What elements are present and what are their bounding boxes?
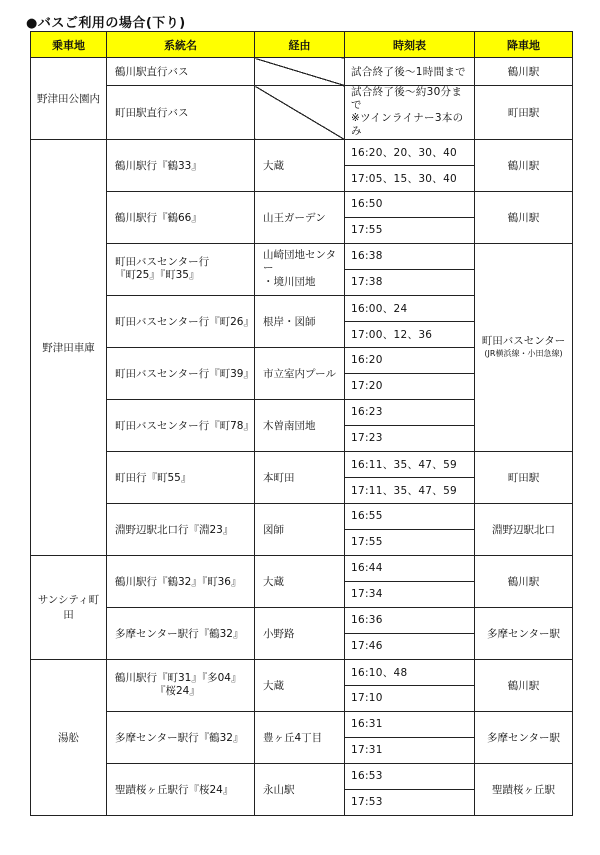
timetable-cell: 17:55: [345, 217, 475, 243]
table-row: [31, 243, 573, 269]
alighting-stop: 鶴川駅: [475, 139, 573, 191]
boarding-stop: 野津田車庫: [31, 139, 107, 555]
table-row: [31, 607, 573, 633]
table-row: [31, 191, 573, 217]
route-name: [107, 659, 255, 711]
alighting-stop-lines: (JR横浜線・小田急線): [484, 348, 563, 358]
via: 大蔵: [255, 139, 345, 191]
timetable-cell: 16:20: [345, 347, 475, 373]
table-row: [31, 139, 573, 165]
alighting-stop: [475, 243, 573, 451]
bus-timetable: [30, 31, 573, 816]
timetable-cell: 17:31: [345, 737, 475, 763]
alighting-stop: 淵野辺駅北口: [475, 503, 573, 555]
table-row: [31, 451, 573, 477]
table-row: [31, 503, 573, 529]
via-line: ・境川団地: [263, 275, 316, 288]
timetable-cell: 17:34: [345, 581, 475, 607]
via: 木曽南団地: [255, 399, 345, 451]
timetable-cell: 17:53: [345, 789, 475, 815]
alighting-stop: 聖蹟桜ヶ丘駅: [475, 763, 573, 815]
table-row: [31, 659, 573, 685]
via: 図師: [255, 503, 345, 555]
alighting-stop: 多摩センター駅: [475, 607, 573, 659]
timetable-cell: 16:10、48: [345, 659, 475, 685]
route-name-line: 鶴川駅行『町31』『多04』: [115, 671, 242, 684]
route-name: 鶴川駅直行バス: [107, 58, 255, 86]
boarding-stop: 野津田公園内: [31, 58, 107, 140]
timetable-line: 試合終了後〜約30分まで: [351, 86, 463, 112]
route-name: 淵野辺駅北口行『淵23』: [107, 503, 255, 555]
route-name: [107, 243, 255, 295]
timetable-cell: 17:11、35、47、59: [345, 477, 475, 503]
timetable-cell: 16:55: [345, 503, 475, 529]
alighting-stop: 町田駅: [475, 86, 573, 140]
route-name-line: 『町25』『町35』: [115, 269, 200, 281]
timetable-cell: 16:38: [345, 243, 475, 269]
boarding-stop: サンシティ町田: [31, 555, 107, 659]
header-boarding-stop: 乗車地: [31, 32, 107, 58]
via-none: [255, 58, 345, 86]
table-row: [31, 86, 573, 140]
timetable-cell: 17:20: [345, 373, 475, 399]
via: 永山駅: [255, 763, 345, 815]
timetable-cell: 16:23: [345, 399, 475, 425]
via: 小野路: [255, 607, 345, 659]
via: 根岸・図師: [255, 295, 345, 347]
route-name: 町田バスセンター行『町26』: [107, 295, 255, 347]
header-via: 経由: [255, 32, 345, 58]
route-name: 町田バスセンター行『町78』: [107, 399, 255, 451]
timetable-cell: 16:11、35、47、59: [345, 451, 475, 477]
via: 大蔵: [255, 659, 345, 711]
via-line: 山崎団地センター: [263, 249, 337, 275]
timetable-cell: 17:23: [345, 425, 475, 451]
timetable-cell: 17:00、12、36: [345, 321, 475, 347]
via: 市立室内プール: [255, 347, 345, 399]
alighting-stop: 鶴川駅: [475, 555, 573, 607]
timetable-cell: [345, 86, 475, 140]
alighting-stop: 鶴川駅: [475, 191, 573, 243]
route-name: 鶴川駅行『鶴33』: [107, 139, 255, 191]
route-name: 町田行『町55』: [107, 451, 255, 503]
header-timetable: 時刻表: [345, 32, 475, 58]
route-name: 鶴川駅行『鶴32』『町36』: [107, 555, 255, 607]
timetable-cell: 16:36: [345, 607, 475, 633]
route-name: 町田バスセンター行『町39』: [107, 347, 255, 399]
route-name: 多摩センター駅行『鶴32』: [107, 711, 255, 763]
timetable-cell: 17:05、15、30、40: [345, 165, 475, 191]
timetable-cell: 17:46: [345, 633, 475, 659]
table-row: [31, 711, 573, 737]
route-name-line: 『桜24』: [155, 685, 200, 697]
alighting-stop: 多摩センター駅: [475, 711, 573, 763]
timetable-cell: 16:00、24: [345, 295, 475, 321]
header-alighting-stop: 降車地: [475, 32, 573, 58]
via: 大蔵: [255, 555, 345, 607]
route-name: 多摩センター駅行『鶴32』: [107, 607, 255, 659]
timetable-cell: 17:10: [345, 685, 475, 711]
alighting-stop: 町田駅: [475, 451, 573, 503]
table-row: [31, 763, 573, 789]
boarding-stop: 湯舩: [31, 659, 107, 815]
timetable-cell: 16:44: [345, 555, 475, 581]
timetable-cell: 16:50: [345, 191, 475, 217]
timetable-cell: 17:55: [345, 529, 475, 555]
table-row: [31, 555, 573, 581]
route-name: 鶴川駅行『鶴66』: [107, 191, 255, 243]
via: 山王ガーデン: [255, 191, 345, 243]
timetable-cell: 16:20、20、30、40: [345, 139, 475, 165]
alighting-stop: 鶴川駅: [475, 58, 573, 86]
header-row: [31, 32, 573, 58]
via-none: [255, 86, 345, 140]
header-route-name: 系統名: [107, 32, 255, 58]
route-name: 聖蹟桜ヶ丘駅行『桜24』: [107, 763, 255, 815]
via: 本町田: [255, 451, 345, 503]
timetable-cell: 試合終了後〜1時間まで: [345, 58, 475, 86]
timetable-cell: 16:53: [345, 763, 475, 789]
via: 豊ヶ丘4丁目: [255, 711, 345, 763]
timetable-cell: 17:38: [345, 269, 475, 295]
via: [255, 243, 345, 295]
page-title: ●バスご利用の場合(下り): [26, 16, 186, 31]
alighting-stop-name: 町田バスセンター: [481, 335, 566, 348]
timetable-cell: 16:31: [345, 711, 475, 737]
route-name: 町田駅直行バス: [107, 86, 255, 140]
alighting-stop: 鶴川駅: [475, 659, 573, 711]
table-row: [31, 58, 573, 86]
timetable-note: ※ツインライナー3本のみ: [351, 112, 464, 138]
route-name-line: 町田バスセンター行: [115, 255, 210, 268]
